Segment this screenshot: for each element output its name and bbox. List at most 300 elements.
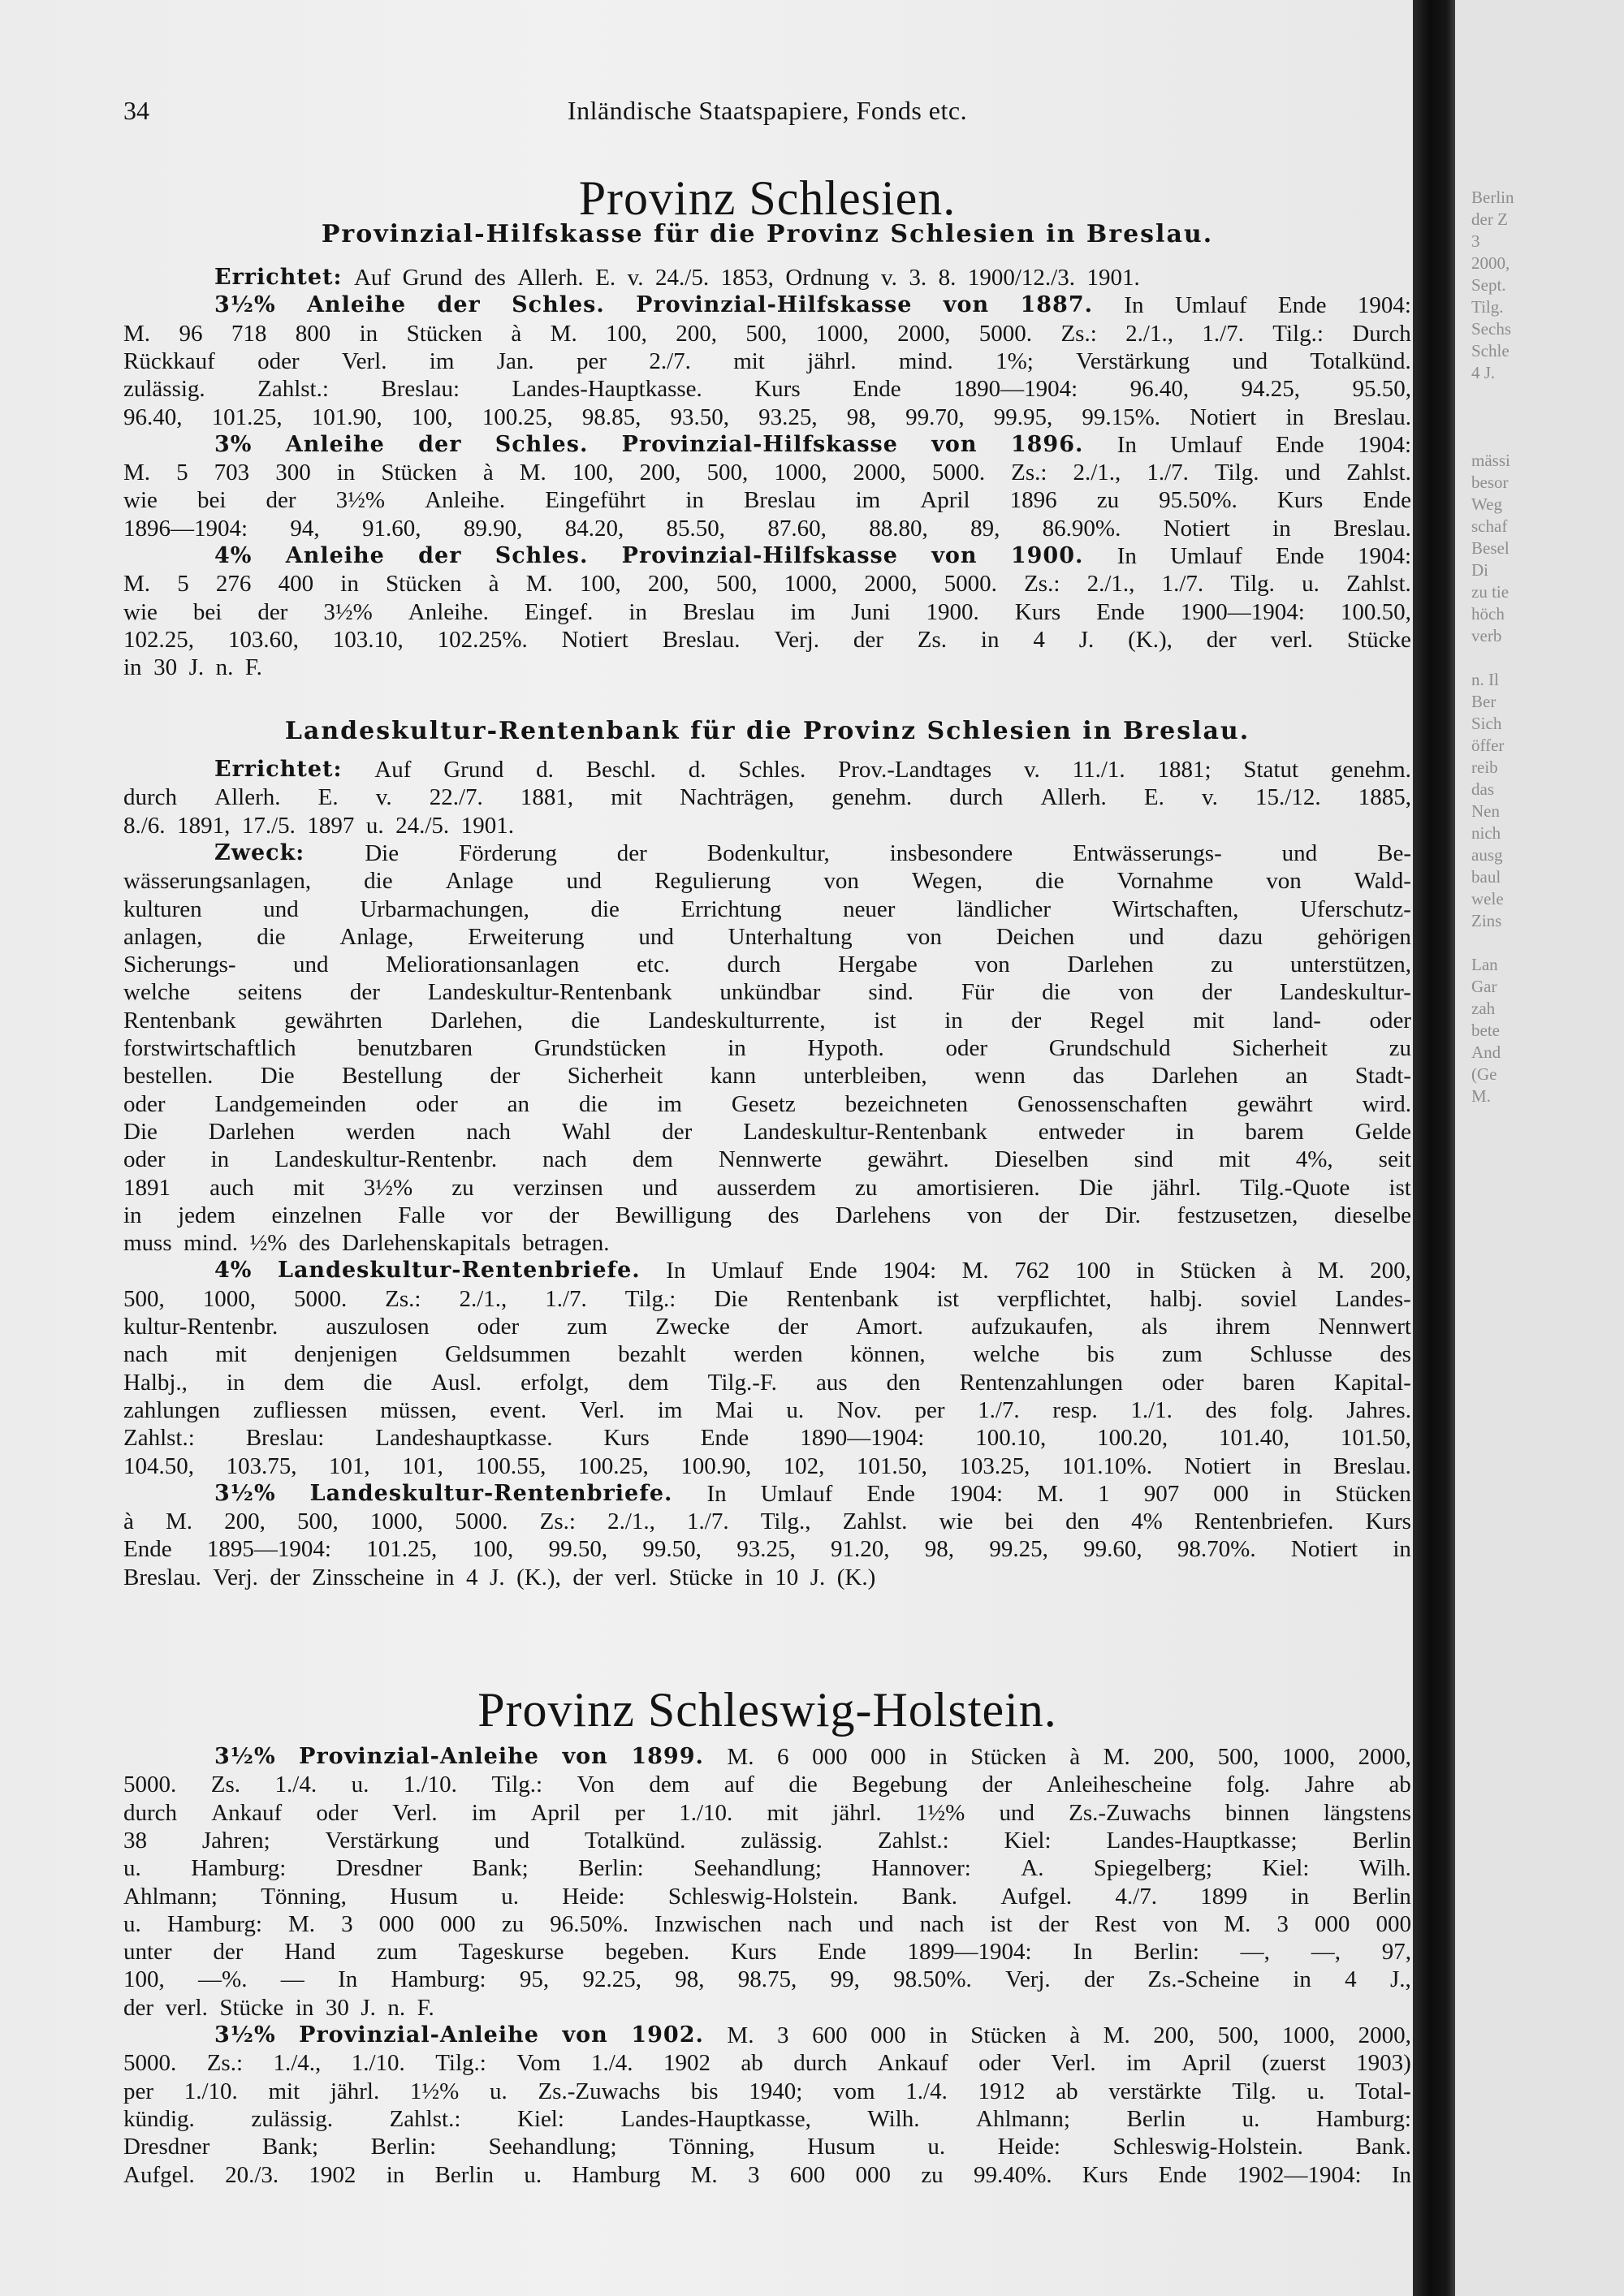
word: 1%;	[996, 347, 1034, 374]
word: Bewilligung	[615, 1202, 732, 1228]
word: Zs.:	[539, 1508, 576, 1535]
word: nach	[123, 1341, 168, 1368]
word: genehm.	[1330, 757, 1411, 783]
word: Kiel:	[1262, 1855, 1310, 1882]
word: v.	[1023, 757, 1040, 783]
word: Zs.-Scheine	[1147, 1966, 1260, 1993]
word: Genossenschaften	[1017, 1090, 1188, 1117]
word: des	[1205, 1396, 1237, 1423]
word: Mai	[715, 1396, 754, 1423]
word: 1./10.	[679, 1799, 733, 1826]
word: 86.90%.	[1042, 515, 1121, 542]
word: in	[123, 1202, 142, 1228]
word: Nov.	[836, 1396, 882, 1423]
word: Anleihe	[285, 543, 385, 568]
word: 1½%	[915, 1799, 965, 1826]
word: per	[615, 1799, 646, 1826]
word: Anlage	[445, 868, 514, 895]
word: d.	[536, 757, 554, 783]
word: 99.25,	[989, 1536, 1048, 1563]
word: 100,	[579, 571, 621, 598]
word: 000	[378, 1910, 415, 1937]
word: Beschl.	[585, 757, 656, 783]
word: 1899	[1200, 1883, 1248, 1910]
word: J.,	[1389, 1966, 1411, 1993]
word: Zs.-Zuwachs	[538, 2078, 661, 2104]
word: M.	[123, 571, 151, 598]
text-line	[123, 487, 1411, 513]
word: gewährt.	[867, 1146, 949, 1173]
word: M.	[123, 460, 151, 486]
word: M.	[1037, 1480, 1065, 1507]
word: Eingef.	[524, 598, 594, 625]
text-line	[123, 2106, 1411, 2132]
word: in	[386, 2161, 405, 2188]
neighbor-fragment: schaf	[1471, 516, 1508, 536]
word: ländlicher	[957, 896, 1051, 922]
word: Bank;	[261, 2134, 319, 2160]
word: Kapital-	[1333, 1369, 1411, 1396]
word: Begebung	[852, 1772, 948, 1798]
word: 1./7.	[978, 1396, 1020, 1423]
word: Ende	[700, 1425, 749, 1452]
text-line	[123, 1995, 1411, 2021]
neighbor-fragment: 2000,	[1471, 253, 1510, 273]
word: E.	[1143, 784, 1164, 811]
word: 1./7.	[1161, 571, 1204, 598]
word: verzinsen	[512, 1174, 603, 1201]
word: Nennwert	[1318, 1314, 1411, 1340]
word: zulässig.	[741, 1827, 823, 1854]
word: Zs.:	[1011, 460, 1047, 486]
word: Zwecke	[655, 1314, 730, 1340]
word: 101.10%.	[1061, 1452, 1152, 1479]
text-line	[123, 2134, 1411, 2160]
word: 1896	[1009, 487, 1057, 514]
word: insbesondere	[889, 839, 1013, 866]
word: Die	[365, 839, 400, 866]
word: 3½%	[363, 1174, 413, 1201]
word: Anleihe	[306, 292, 407, 318]
neighbor-fragment: 4 J.	[1471, 363, 1496, 382]
word: 1904:	[1357, 431, 1411, 458]
word: welche	[973, 1341, 1040, 1368]
word: 5000.	[455, 1508, 508, 1535]
word: v.	[375, 784, 392, 811]
word: Hamburg:	[391, 1966, 486, 1993]
word: 500,	[745, 320, 788, 347]
word: (zuerst	[1261, 2050, 1326, 2077]
word: 1885,	[1358, 784, 1411, 811]
word: oder	[123, 1146, 166, 1173]
text-line	[123, 1772, 1411, 1798]
word: jährl.	[807, 347, 857, 374]
word: per	[576, 347, 607, 374]
word: Tilg.	[1232, 2078, 1276, 2104]
neighbor-fragment: baul	[1471, 867, 1501, 887]
word: 5	[177, 571, 189, 598]
word: Entwässerungs-	[1073, 839, 1222, 866]
word: u.	[1302, 571, 1320, 598]
word: Unterhaltung	[728, 923, 853, 950]
word: 800	[295, 320, 331, 347]
neighbor-fragment: Besel	[1471, 538, 1510, 558]
word: verl.	[614, 1564, 658, 1590]
word: 99,	[830, 1966, 860, 1993]
word: Zs.	[917, 626, 948, 653]
word: 1./4.,	[273, 2050, 322, 2077]
word: bestellen.	[123, 1063, 214, 1090]
word: bezahlt	[618, 1341, 686, 1368]
word: 1890—1904:	[953, 376, 1078, 403]
word: Jahres.	[1346, 1396, 1411, 1423]
neighbor-fragment: zah	[1471, 999, 1496, 1018]
word: 104.50,	[123, 1452, 194, 1479]
word: 200,	[1153, 2022, 1195, 2048]
text-line	[123, 1481, 1411, 1507]
word: 30	[325, 1994, 349, 2021]
word: in	[336, 460, 356, 486]
word: von	[974, 952, 1010, 978]
word: Sicherheit	[567, 1063, 663, 1090]
word: jährl.	[832, 1799, 882, 1826]
word: Ende	[1276, 431, 1324, 458]
word: Tilg.:	[1272, 320, 1324, 347]
word: in	[123, 654, 142, 681]
word: Ende	[123, 1536, 172, 1563]
word: in	[359, 320, 378, 347]
word: 99.15%.	[1082, 404, 1161, 430]
neighbor-fragment: nich	[1471, 823, 1501, 843]
word: Rentenbriefen.	[1194, 1508, 1334, 1535]
word: oder	[945, 1035, 988, 1061]
word: Stücken	[381, 460, 457, 486]
word: (K.)	[836, 1564, 876, 1590]
word: Bodenkultur,	[706, 839, 830, 866]
word: unter	[123, 1939, 172, 1966]
word: Darlehenskapitals	[342, 1230, 511, 1257]
word: Auf	[374, 757, 412, 783]
word: 95.50%.	[1159, 487, 1237, 514]
word: Regel	[1089, 1007, 1145, 1034]
word: der	[490, 1063, 520, 1090]
word: 89,	[970, 515, 1000, 542]
word: Zahlst.	[842, 1508, 908, 1535]
word: erfolgt,	[520, 1369, 590, 1396]
word: à	[1069, 2022, 1081, 2048]
word: Zahlst.	[1346, 460, 1411, 486]
word: die	[788, 1772, 818, 1798]
word: von	[562, 1744, 608, 1769]
word: von	[1118, 979, 1154, 1006]
word: 3	[341, 1910, 353, 1937]
word: Ende	[1276, 543, 1324, 569]
word: oder	[123, 1090, 166, 1117]
word: Kurs	[731, 1939, 777, 1966]
word: Ahlmann;	[123, 1883, 218, 1910]
word: von	[1162, 1910, 1199, 1937]
word: zu	[855, 1174, 878, 1201]
word: 400	[278, 571, 314, 598]
word: 1896.	[1010, 431, 1084, 457]
word: 8./6.	[123, 812, 166, 839]
word: Stücken	[386, 571, 462, 598]
word: 3½%	[335, 487, 385, 514]
text-line	[123, 376, 1411, 402]
word: 000	[1314, 1910, 1350, 1937]
text-line	[123, 2022, 1411, 2048]
word: —	[280, 1966, 304, 1993]
text-line	[123, 868, 1411, 894]
word: des	[767, 1202, 800, 1228]
word: 718	[231, 320, 267, 347]
word: der	[270, 1564, 300, 1590]
word: In	[1391, 2161, 1411, 2188]
word: in	[980, 626, 1000, 653]
word: Allerh.	[517, 265, 584, 291]
word: 703	[214, 460, 250, 486]
text-line	[123, 1397, 1411, 1423]
word: In	[666, 1258, 686, 1284]
word: Seehandlung;	[693, 1855, 822, 1882]
word: Umlauf	[1174, 292, 1247, 319]
neighbor-fragment: besor	[1471, 473, 1509, 492]
word: 1900/12./3.	[967, 265, 1075, 291]
word: Hypoth.	[807, 1035, 884, 1061]
word: 1900.	[926, 598, 979, 625]
word: Tilg.:	[491, 1772, 543, 1798]
text-line	[123, 924, 1411, 950]
text-line	[123, 1314, 1411, 1340]
word: in	[340, 571, 359, 598]
word: das	[1073, 1063, 1104, 1090]
word: Ankauf	[877, 2050, 948, 2077]
word: unterbleiben,	[803, 1063, 927, 1090]
word: 96.40,	[1129, 376, 1190, 403]
neighbor-fragment: M.	[1471, 1086, 1491, 1106]
word: der	[572, 1564, 603, 1590]
word: Spiegelberg;	[1093, 1855, 1212, 1882]
word: unkündbar	[719, 979, 821, 1006]
word: Anleihe.	[408, 598, 489, 625]
text-line	[123, 784, 1411, 810]
word: 10	[775, 1564, 799, 1590]
word: seit	[1378, 1146, 1411, 1173]
word: die	[363, 1369, 392, 1396]
word: Stücken	[1180, 1258, 1256, 1284]
word: der	[1011, 1007, 1042, 1034]
word: in	[1175, 1118, 1194, 1145]
word: 84.20,	[564, 515, 624, 542]
word: der	[1206, 626, 1237, 653]
text-line	[123, 1911, 1411, 1937]
word: durch	[793, 2050, 848, 2077]
word: 2000,	[897, 320, 951, 347]
text-line	[123, 1425, 1411, 1451]
word: Urbarmachungen,	[360, 896, 529, 922]
word: Tönning,	[261, 1883, 347, 1910]
word: Schles.	[512, 292, 605, 318]
section-title-schlesien: Provinz Schlesien.	[578, 171, 957, 225]
text-line	[123, 757, 1411, 783]
word: Zahlst.	[1346, 571, 1411, 598]
word: 89.90,	[463, 515, 523, 542]
word: Bestellung	[341, 1063, 443, 1090]
word: Ende	[853, 376, 901, 403]
word: 600	[789, 2161, 826, 2188]
word: benutzbaren	[357, 1035, 473, 1061]
text-line	[123, 543, 1411, 569]
word: Kurs	[1082, 2161, 1129, 2188]
word: 1./7.	[1202, 320, 1244, 347]
word: der	[349, 979, 380, 1006]
word: in	[1293, 1966, 1311, 1993]
neighbor-fragment: Gar	[1471, 977, 1497, 996]
word: 100,	[606, 320, 647, 347]
word: Landes-Hauptkasse,	[620, 2105, 811, 2132]
word: Ende	[1363, 487, 1411, 514]
word: 85.50,	[666, 515, 726, 542]
word: zu	[451, 1174, 474, 1201]
word: verstärkte	[1108, 2078, 1202, 2104]
neighbor-page-text	[1471, 187, 1569, 1107]
word: M.	[1224, 1910, 1251, 1937]
neighbor-fragment: Sept.	[1471, 275, 1506, 295]
neighbor-fragment: Ber	[1471, 692, 1497, 711]
word: ist	[874, 1007, 896, 1034]
text-line	[123, 654, 1411, 680]
word: verl.	[1270, 626, 1314, 653]
word: der	[418, 431, 462, 457]
word: Dresdner	[123, 2134, 210, 2160]
word: 1881;	[1157, 757, 1212, 783]
word: u.	[927, 2134, 946, 2160]
word: 1000,	[369, 1508, 424, 1535]
word: 100,	[411, 404, 453, 430]
word: 17./5.	[241, 812, 296, 839]
word: Sicherheit	[1232, 1035, 1328, 1061]
text-line	[123, 1744, 1411, 1770]
word: der	[982, 1772, 1013, 1798]
word: 98,	[675, 1966, 705, 1993]
word: in	[295, 1994, 314, 2021]
word: 87.60,	[767, 515, 827, 542]
word: u.	[501, 1883, 519, 1910]
word: Darlehens	[835, 1202, 931, 1228]
word: Landeskultur-	[1279, 979, 1411, 1006]
word: 99.50,	[642, 1536, 702, 1563]
word: 101.50,	[856, 1452, 927, 1479]
word: der	[266, 487, 296, 514]
word: Bank.	[901, 1883, 958, 1910]
word: April	[920, 487, 970, 514]
text-line	[123, 1966, 1411, 1992]
word: J.	[1078, 626, 1095, 653]
neighbor-fragment: (Ge	[1471, 1064, 1497, 1084]
text-line	[123, 627, 1411, 653]
word: festzusetzen,	[1177, 1202, 1298, 1228]
text-line	[123, 432, 1411, 458]
word: Darlehen	[208, 1118, 296, 1145]
word: Berlin:	[1134, 1939, 1199, 1966]
word: 000	[812, 1744, 848, 1770]
word: durch	[123, 784, 178, 811]
word: wird.	[1362, 1090, 1411, 1117]
word: (K.),	[1128, 626, 1173, 653]
neighbor-fragment	[1471, 428, 1569, 450]
word: 101.25,	[366, 1536, 438, 1563]
word: mit	[611, 784, 642, 811]
word: Schlusse	[1250, 1341, 1332, 1368]
text-line	[123, 1175, 1411, 1201]
word: 4%	[1131, 1508, 1163, 1535]
word: 1./10.	[403, 1772, 457, 1798]
word: 94,	[290, 515, 320, 542]
word: begeben.	[605, 1939, 690, 1966]
word: und	[858, 1910, 894, 1937]
word: bei	[197, 487, 227, 514]
word: Tilg.	[1214, 460, 1259, 486]
word: der	[123, 1994, 154, 2021]
word: zum	[1161, 1341, 1203, 1368]
word: Hergabe	[838, 952, 918, 978]
word: und	[1281, 839, 1318, 866]
word: event.	[490, 1396, 547, 1423]
word: à	[488, 571, 499, 598]
word: Gelde	[1354, 1118, 1411, 1145]
word: ausserdem	[716, 1174, 816, 1201]
word: 15./12.	[1255, 784, 1321, 811]
word: Zinsscheine	[311, 1564, 425, 1590]
word: 200,	[224, 1508, 266, 1535]
word: in	[1282, 1480, 1302, 1507]
word: 1./10.	[184, 2078, 238, 2104]
word: 95.50,	[1352, 376, 1411, 403]
word: Prov.-Landtages	[838, 757, 992, 783]
word: 94.25,	[1241, 376, 1301, 403]
word: 4	[1033, 626, 1045, 653]
word: 20./3.	[225, 2161, 279, 2188]
word: ab	[1056, 2078, 1078, 2104]
word: jährl.	[1151, 1174, 1202, 1201]
word: 1899.	[631, 1744, 704, 1769]
word: und	[638, 923, 674, 950]
word: 30	[153, 654, 178, 681]
word: dem	[283, 1369, 325, 1396]
text-line	[123, 1564, 1411, 1590]
word: 100	[1075, 1258, 1111, 1284]
word: Hannover:	[871, 1855, 971, 1882]
word: auf	[723, 1772, 754, 1798]
word: Breslau.	[1333, 1452, 1411, 1479]
word: 000	[855, 2161, 892, 2188]
word: E.	[595, 265, 616, 291]
word: 5000.	[978, 320, 1033, 347]
word: Notiert	[1163, 515, 1230, 542]
word: und	[1232, 347, 1268, 374]
word: dazu	[1218, 923, 1263, 950]
word: Nennwerte	[718, 1146, 823, 1173]
word: Be-	[1377, 839, 1411, 866]
word: 100,	[123, 1966, 165, 1993]
text-line	[123, 348, 1411, 374]
word: oder	[257, 347, 300, 374]
text-line	[123, 840, 1411, 866]
book-gutter	[1413, 0, 1455, 2296]
word: der	[1201, 979, 1232, 1006]
word: Halbj.,	[123, 1369, 188, 1396]
word: 200,	[1153, 1744, 1195, 1770]
